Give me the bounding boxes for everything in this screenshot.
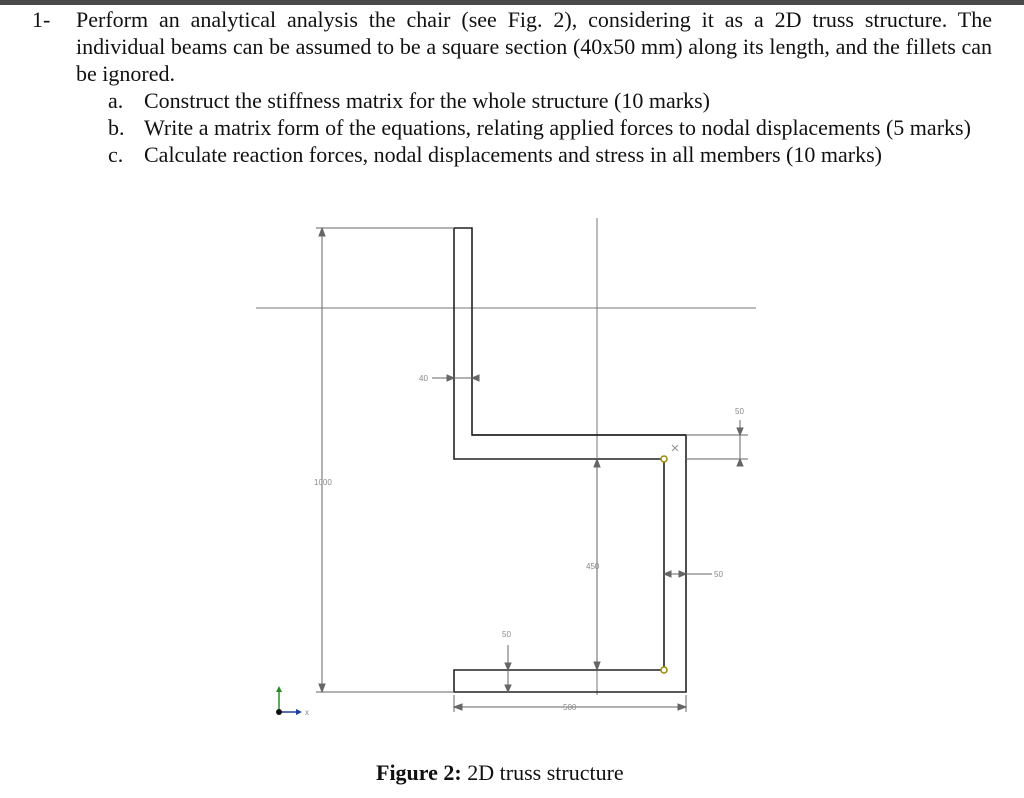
- dim-500-label: 500: [563, 703, 577, 712]
- arrow-head: [319, 228, 325, 236]
- axis-triad-icon: [276, 686, 309, 717]
- arrow-head: [678, 704, 686, 710]
- arrow-head: [594, 662, 600, 670]
- arrow-head: [594, 459, 600, 467]
- arrow-head: [737, 459, 743, 466]
- dim-50-bottom-label: 50: [502, 630, 511, 639]
- part-letter: c.: [108, 142, 124, 167]
- node-seat-corner: [661, 456, 667, 462]
- arrow-head: [505, 685, 511, 692]
- arrow-head: [664, 571, 671, 577]
- caption-text: 2D truss structure: [467, 760, 624, 785]
- arrow-head: [472, 375, 479, 381]
- arrow-head: [319, 684, 325, 692]
- y-axis-arrow: [276, 686, 282, 692]
- dim-40-label: 40: [419, 374, 428, 383]
- part-text: Construct the stiffness matrix for the whole structure (10 marks): [144, 88, 710, 113]
- arrow-head: [737, 428, 743, 435]
- question-number: 1-: [32, 7, 51, 32]
- figure-caption: [376, 760, 624, 786]
- dim-50-top-label: 50: [735, 407, 744, 416]
- part-letter: a.: [108, 88, 124, 113]
- chair-outline: [454, 228, 686, 692]
- corner-marker-icon: [672, 445, 678, 451]
- question-text: Perform an analytical analysis the chair (see Fig. 2), considering it as a 2D truss structure. The individual beams can be assumed to be a square section (40x50 mm) along its length, and the fillets can be ignored.: [76, 7, 992, 86]
- part-letter: b.: [108, 115, 125, 140]
- chair-profile: [454, 228, 686, 692]
- caption-label: Figure 2:: [376, 760, 462, 785]
- part-text: Write a matrix form of the equations, relating applied forces to nodal displacements (5 marks): [144, 115, 971, 140]
- arrow-head: [447, 375, 454, 381]
- x-axis-label: x: [305, 708, 309, 717]
- dim-50-right-label: 50: [714, 570, 723, 579]
- dim-450-label: 450: [586, 562, 600, 571]
- construction-lines: [256, 218, 756, 695]
- x-axis-arrow: [296, 709, 302, 715]
- part-text: Calculate reaction forces, nodal displacements and stress in all members (10 marks): [144, 142, 882, 167]
- arrow-head: [454, 704, 462, 710]
- arrow-head: [505, 663, 511, 670]
- dimension-lines: [316, 228, 748, 712]
- dim-1000-label: 1000: [314, 478, 332, 487]
- node-base-corner: [661, 667, 667, 673]
- axis-origin: [276, 709, 282, 715]
- arrow-head: [679, 571, 686, 577]
